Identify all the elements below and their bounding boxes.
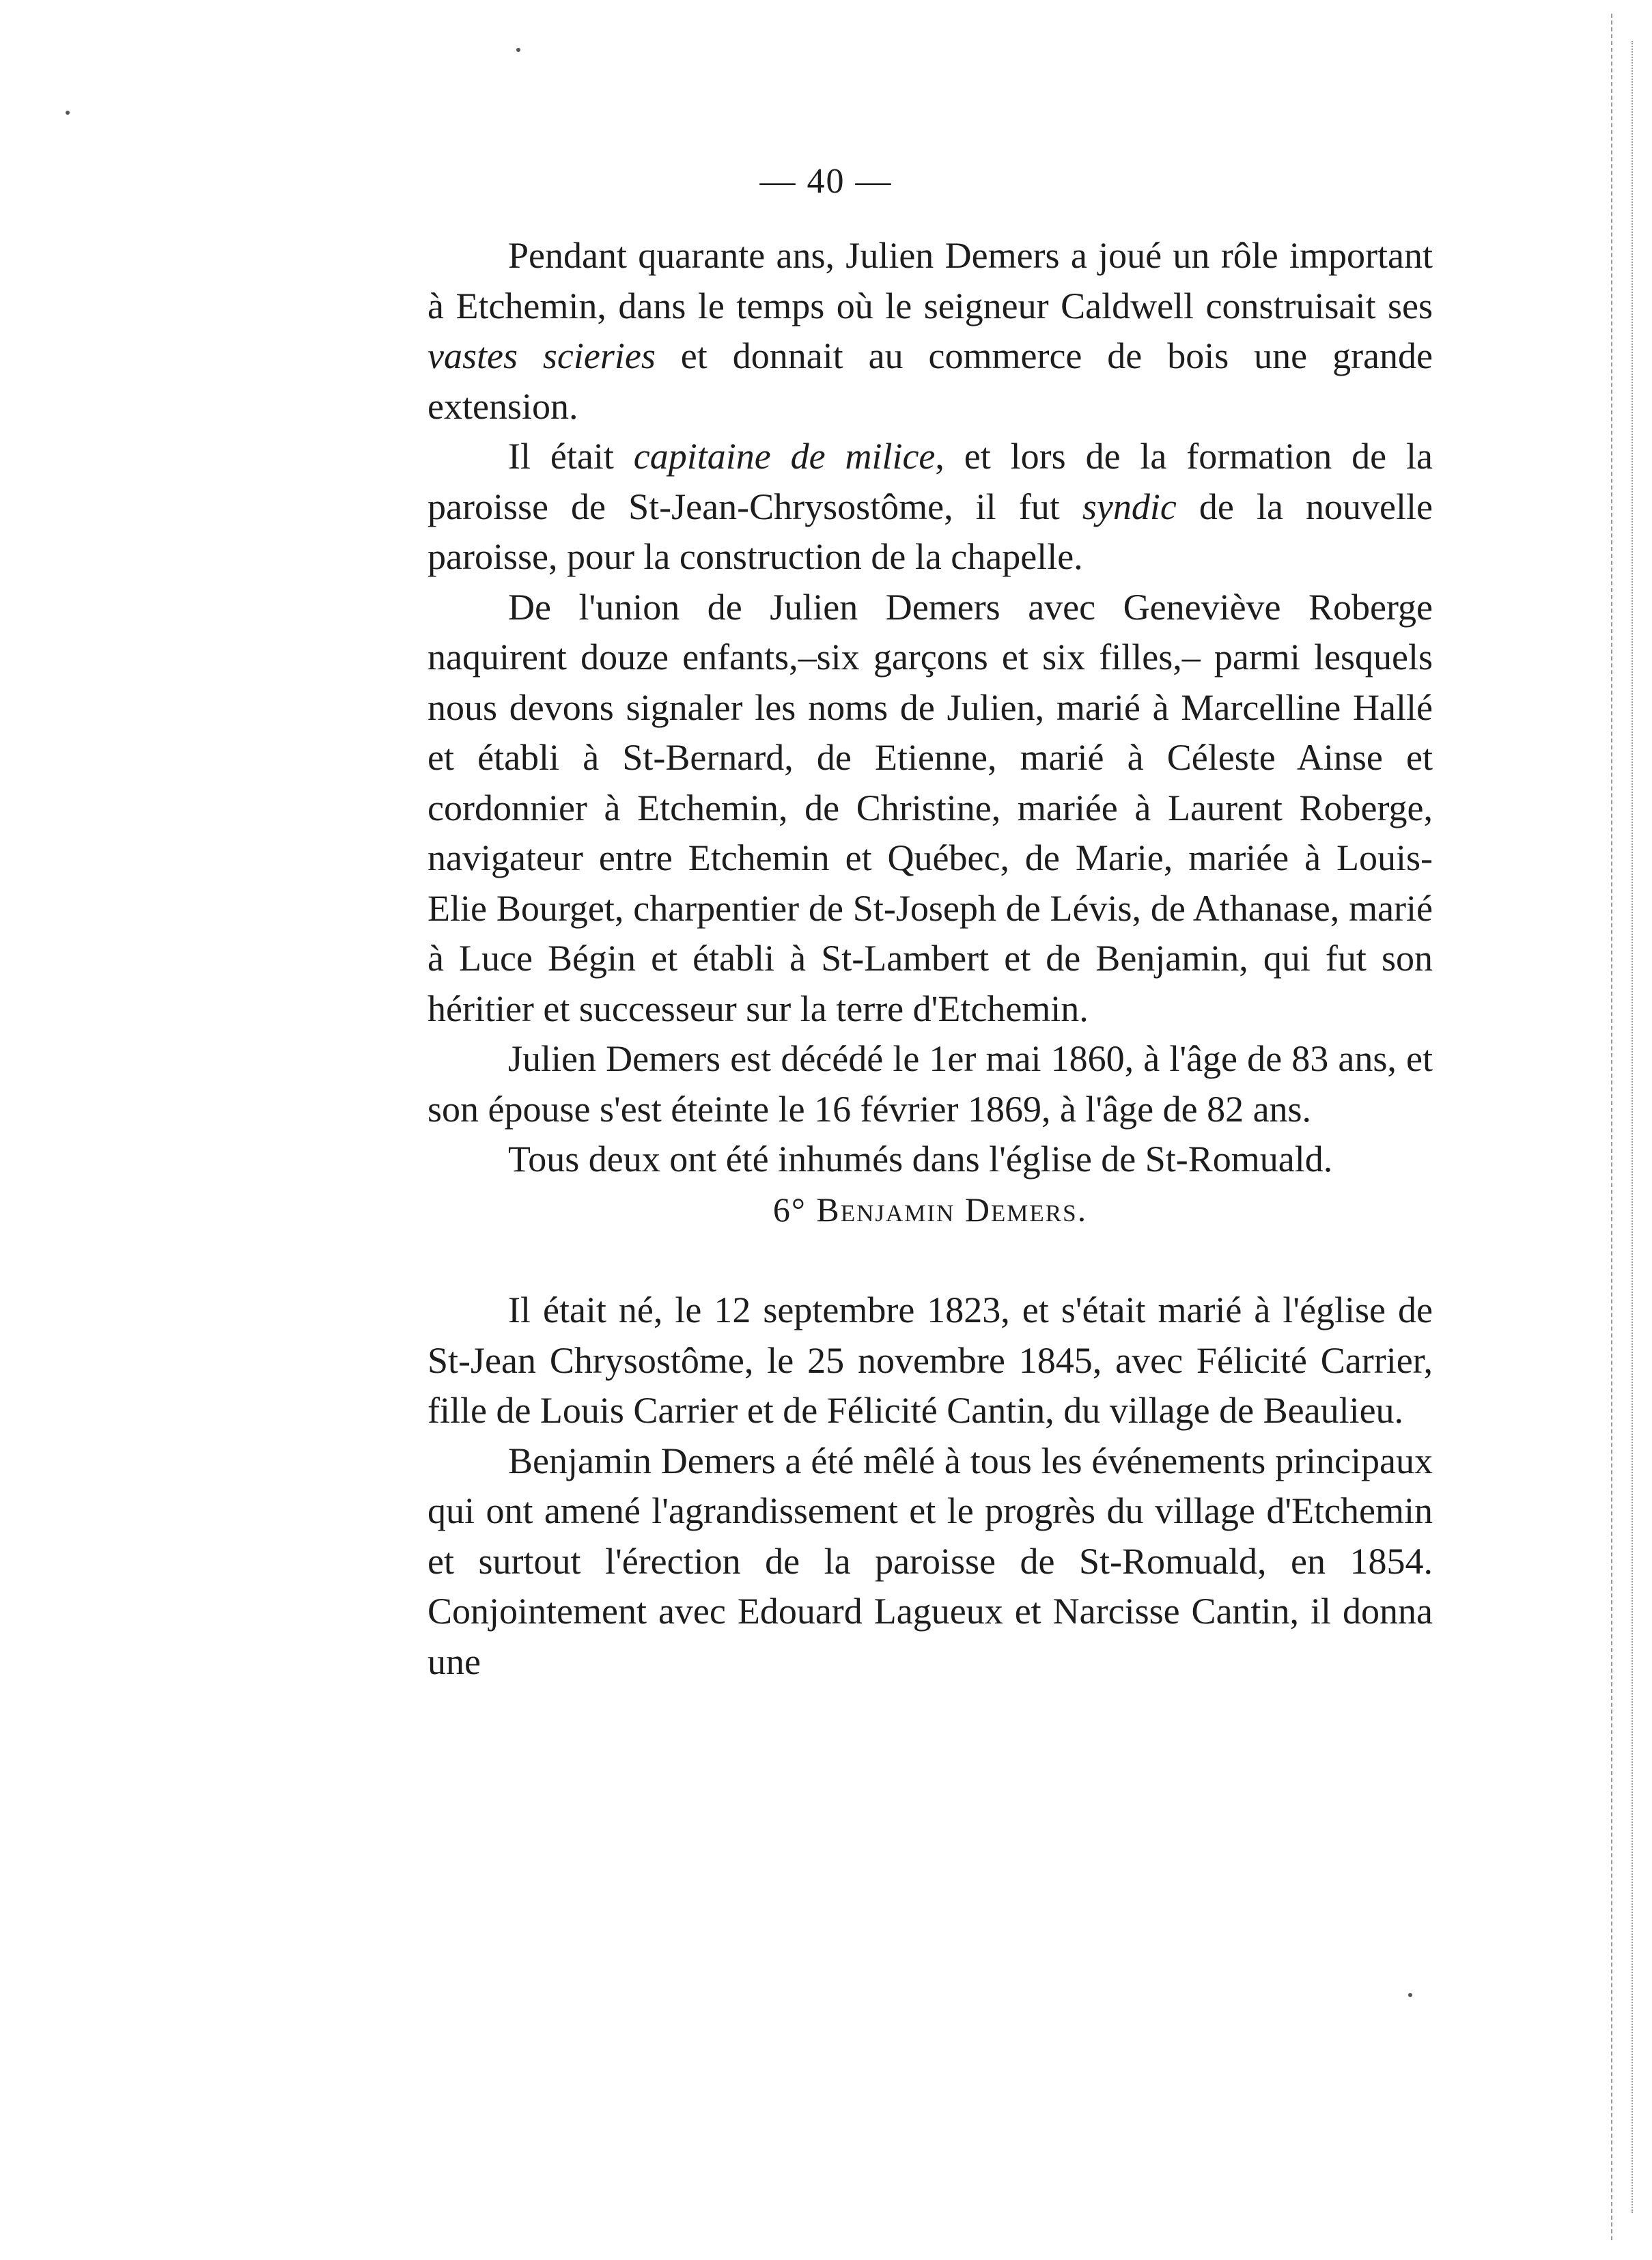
- paragraph: Tous deux ont été inhumés dans l'église de St-Romuald.: [508, 1139, 1333, 1180]
- scan-speck: [516, 48, 520, 52]
- paragraph: Pendant quarante ans, Julien Demers a joué un rôle important à Etchemin, dans le temps où le seigneur Caldwell construisait ses vastes scieries et donnait au commerce de bois une grande extension.: [428, 235, 1433, 427]
- page-number: — 40 —: [759, 162, 893, 201]
- page-body: [428, 231, 1433, 1687]
- section-heading: 6° Benjamin Demers.: [772, 1190, 1088, 1229]
- paragraph: Julien Demers est décédé le 1er mai 1860, à l'âge de 83 ans, et son épouse s'est éteinte le 16 février 1869, à l'âge de 82 ans.: [428, 1038, 1433, 1130]
- paragraph: De l'union de Julien Demers avec Geneviève Roberge naquirent douze enfants,–six garçons et six filles,– parmi lesquels nous devons signaler les noms de Julien, marié à Marcelline Hallé et établi à St-Bernard, de Etienne, marié à Céleste Ainse et cordonnier à Etchemin, de Christine, mariée à Laurent Roberge, navigateur entre Etchemin et Québec, de Marie, mariée à Louis-Elie Bourget, charpentier de St-Joseph de Lévis, de Athanase, marié à Luce Bégin et établi à St-Lambert et de Benjamin, qui fut son héritier et successeur sur la terre d'Etchemin.: [428, 586, 1433, 1029]
- emphasis: syndic: [1082, 486, 1177, 527]
- paragraph: Il était capitaine de milice, et lors de la formation de la paroisse de St-Jean-Chrysostôme, il fut syndic de la nouvelle paroisse, pour la construction de la chapelle.: [428, 436, 1433, 577]
- paragraph: Il était né, le 12 septembre 1823, et s'était marié à l'église de St-Jean Chrysostôme, le 25 novembre 1845, avec Félicité Carrier, fille de Louis Carrier et de Félicité Cantin, du village de Beaulieu.: [428, 1289, 1433, 1431]
- emphasis: vastes scieries: [428, 335, 656, 376]
- paragraph: Benjamin Demers a été mêlé à tous les événements principaux qui ont amené l'agrandissement et le progrès du village d'Etchemin et surtout l'érection de la paroisse de St-Romuald, en 1854. Conjointement avec Edouard Lagueux et Narcisse Cantin, il donna une: [428, 1440, 1433, 1682]
- scan-binding-edge: [1543, 0, 1652, 2260]
- scan-speck: [66, 111, 70, 115]
- emphasis: capitaine de milice: [633, 436, 936, 477]
- scan-speck: [1408, 1993, 1412, 1997]
